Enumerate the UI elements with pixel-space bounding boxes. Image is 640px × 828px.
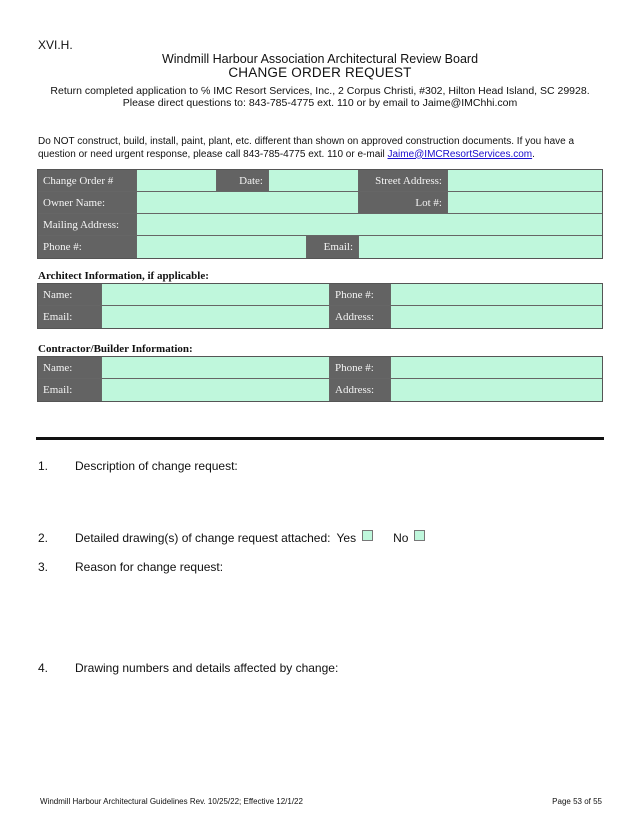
form-row <box>38 236 602 258</box>
owner-name-field[interactable] <box>137 192 359 213</box>
date-label: Date: <box>217 170 269 191</box>
contractor-phone-label: Phone #: <box>330 357 391 378</box>
contractor-address-label: Address: <box>330 379 391 401</box>
owner-name-label: Owner Name: <box>38 192 137 213</box>
architect-grid <box>37 283 603 329</box>
mailing-address-field[interactable] <box>137 214 602 235</box>
street-address-field[interactable] <box>448 170 602 191</box>
item-number: 4. <box>38 661 49 675</box>
contractor-email-label: Email: <box>38 379 102 401</box>
form-row <box>38 170 602 192</box>
main-form-grid <box>37 169 603 259</box>
item-number: 1. <box>38 459 49 473</box>
form-row <box>38 357 602 379</box>
date-field[interactable] <box>269 170 359 191</box>
form-row <box>38 379 602 401</box>
change-order-field[interactable] <box>137 170 217 191</box>
architect-name-field[interactable] <box>102 284 330 305</box>
contractor-email-field[interactable] <box>102 379 330 401</box>
notice-text: Do NOT construct, build, install, paint, plant, etc. different than shown on approved construction documents. If you have a question or need urgent response, please call 843-785-4775 ext. 110 or e-mail <box>38 136 575 160</box>
email-label: Email: <box>307 236 359 258</box>
page-number: Page 53 of 55 <box>552 797 602 806</box>
contractor-address-field[interactable] <box>391 379 602 401</box>
contractor-heading: Contractor/Builder Information: <box>38 343 193 355</box>
item-text: Reason for change request: <box>75 560 224 574</box>
form-row <box>38 284 602 306</box>
notice-end: . <box>532 148 535 160</box>
form-row <box>38 192 602 214</box>
architect-phone-label: Phone #: <box>330 284 391 305</box>
architect-name-label: Name: <box>38 284 102 305</box>
questions-line: Please direct questions to: 843-785-4775 ext. 110 or by email to Jaime@IMChhi.com <box>122 97 518 109</box>
contractor-name-field[interactable] <box>102 357 330 378</box>
phone-label: Phone #: <box>38 236 137 258</box>
no-label: No <box>393 531 409 545</box>
item-text: Detailed drawing(s) of change request attached: <box>75 531 331 545</box>
list-item <box>38 661 338 675</box>
form-row <box>38 306 602 328</box>
architect-email-label: Email: <box>38 306 102 328</box>
mailing-address-label: Mailing Address: <box>38 214 137 235</box>
notice-email-link[interactable]: Jaime@IMCResortServices.com <box>387 148 533 160</box>
no-checkbox[interactable] <box>414 530 425 541</box>
contractor-phone-field[interactable] <box>391 357 602 378</box>
section-divider <box>36 437 604 440</box>
page-title: CHANGE ORDER REQUEST <box>228 65 412 80</box>
notice-paragraph <box>38 136 608 161</box>
architect-heading: Architect Information, if applicable: <box>38 270 209 282</box>
architect-address-field[interactable] <box>391 306 602 328</box>
street-address-label: Street Address: <box>359 170 448 191</box>
architect-address-label: Address: <box>330 306 391 328</box>
form-row <box>38 214 602 236</box>
list-item <box>38 560 223 574</box>
section-id: XVI.H. <box>38 38 73 52</box>
phone-field[interactable] <box>137 236 307 258</box>
yes-label: Yes <box>336 531 357 545</box>
item-number: 2. <box>38 531 49 545</box>
yes-checkbox[interactable] <box>362 530 373 541</box>
lot-field[interactable] <box>448 192 602 213</box>
return-instructions: Return completed application to ℅ IMC Resort Services, Inc., 2 Corpus Christi, #302, Hilton Head Island, SC 29928. <box>50 85 590 97</box>
email-field[interactable] <box>359 236 602 258</box>
item-number: 3. <box>38 560 49 574</box>
architect-email-field[interactable] <box>102 306 330 328</box>
footer-left: Windmill Harbour Architectural Guidelines Rev. 10/25/22; Effective 12/1/22 <box>40 797 303 806</box>
item-text: Description of change request: <box>75 459 238 473</box>
list-item <box>38 459 238 473</box>
contractor-name-label: Name: <box>38 357 102 378</box>
architect-phone-field[interactable] <box>391 284 602 305</box>
change-order-label: Change Order # <box>38 170 137 191</box>
org-name: Windmill Harbour Association Architectural Review Board <box>161 52 479 66</box>
list-item <box>38 531 425 545</box>
lot-label: Lot #: <box>359 192 448 213</box>
item-text: Drawing numbers and details affected by change: <box>75 661 339 675</box>
contractor-grid <box>37 356 603 402</box>
